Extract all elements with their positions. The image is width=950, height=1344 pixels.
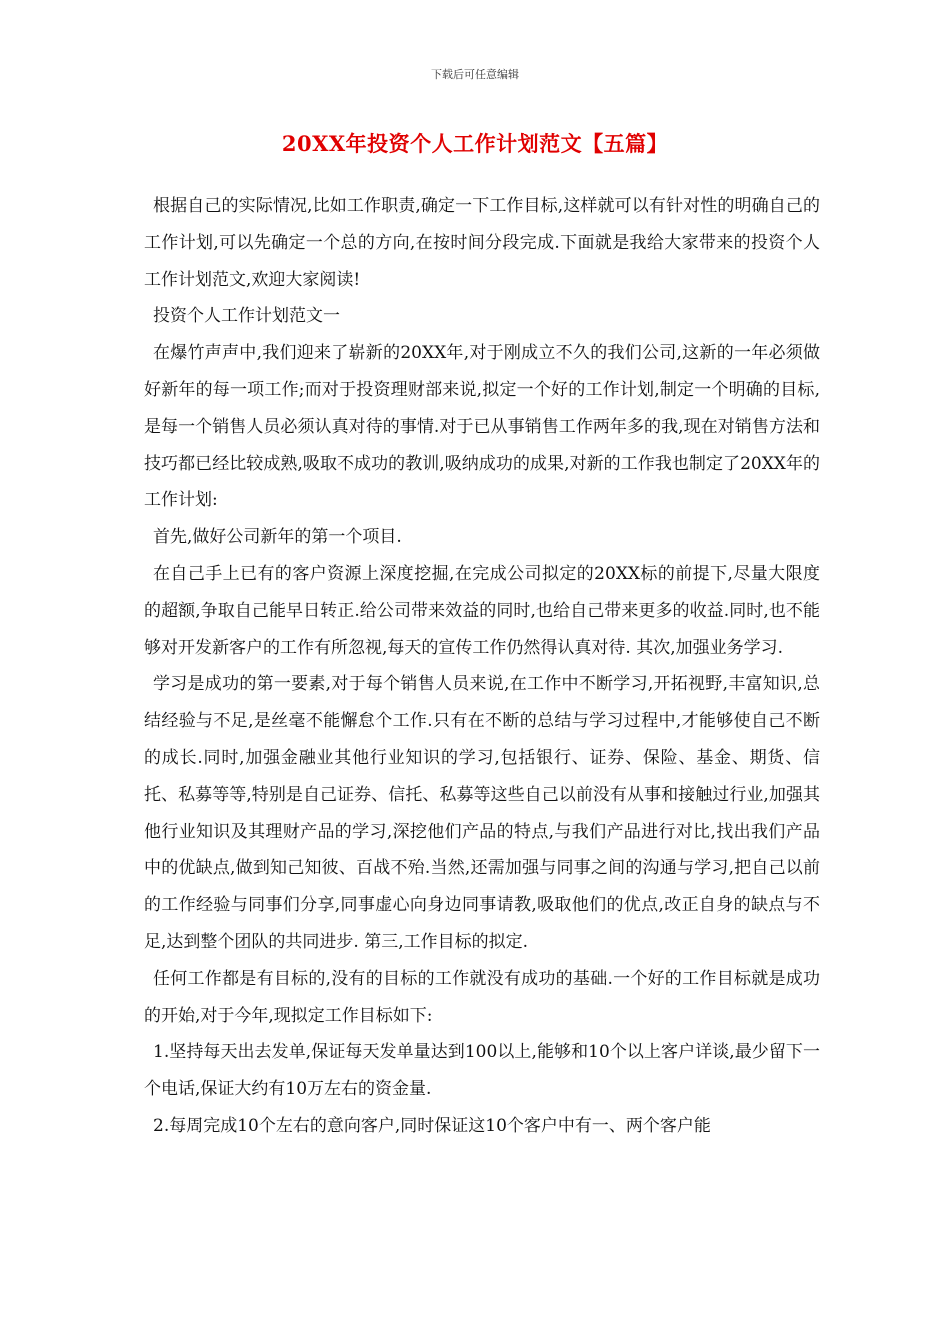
document-body [144,188,820,1145]
body-paragraph: 在自己手上已有的客户资源上深度挖掘,在完成公司拟定的20XX标的前提下,尽量大限度的超额,争取自己能早日转正.给公司带来效益的同时,也给自己带来更多的收益.同时,也不能够对开发新客户的工作有所忽视,每天的宣传工作仍然得认真对待. 其次,加强业务学习. [144,563,820,658]
list-item: 1.坚持每天出去发单,保证每天发单量达到100以上,能够和10个以上客户详谈,最少留下一个电话,保证大约有10万左右的资金量. [144,1042,820,1100]
header-note: 下载后可任意编辑 [431,68,519,81]
intro-paragraph: 根据自己的实际情况,比如工作职责,确定一下工作目标,这样就可以有针对性的明确自己的工作计划,可以先确定一个总的方向,在按时间分段完成.下面就是我给大家带来的投资个人工作计划范文,欢迎大家阅读! [144,196,820,290]
list-item: 2.每周完成10个左右的意向客户,同时保证这10个客户中有一、两个客户能 [153,1115,711,1136]
section-heading: 投资个人工作计划范文一 [153,306,340,327]
document-title: 20XX年投资个人工作计划范文【五篇】 [281,131,669,156]
body-paragraph: 在爆竹声声中,我们迎来了崭新的20XX年,对于刚成立不久的我们公司,这新的一年必须做好新年的每一项工作;而对于投资理财部来说,拟定一个好的工作计划,制定一个明确的目标,是每一个销售人员必须认真对待的事情.对于已从事销售工作两年多的我,现在对销售方法和技巧都已经比较成熟,吸取不成功的教训,吸纳成功的成果,对新的工作我也制定了20XX年的工作计划: [144,343,820,511]
body-paragraph: 学习是成功的第一要素,对于每个销售人员来说,在工作中不断学习,开拓视野,丰富知识,总结经验与不足,是丝毫不能懈怠个工作.只有在不断的总结与学习过程中,才能够使自己不断的成长.同时,加强金融业其他行业知识的学习,包括银行、证券、保险、基金、期货、信托、私募等等,特别是自己证券、信托、私募等这些自己以前没有从事和接触过行业,加强其他行业知识及其理财产品的学习,深挖他们产品的特点,与我们产品进行对比,找出我们产品中的优缺点,做到知己知彼、百战不殆.当然,还需加强与同事之间的沟通与学习,把自己以前的工作经验与同事们分享,同事虚心向身边同事请教,吸取他们的优点,改正自身的缺点与不足,达到整个团队的共同进步. 第三,工作目标的拟定. [144,674,820,952]
body-paragraph: 任何工作都是有目标的,没有的目标的工作就没有成功的基础.一个好的工作目标就是成功的开始,对于今年,现拟定工作目标如下: [144,968,820,1026]
body-paragraph: 首先,做好公司新年的第一个项目. [153,527,402,548]
